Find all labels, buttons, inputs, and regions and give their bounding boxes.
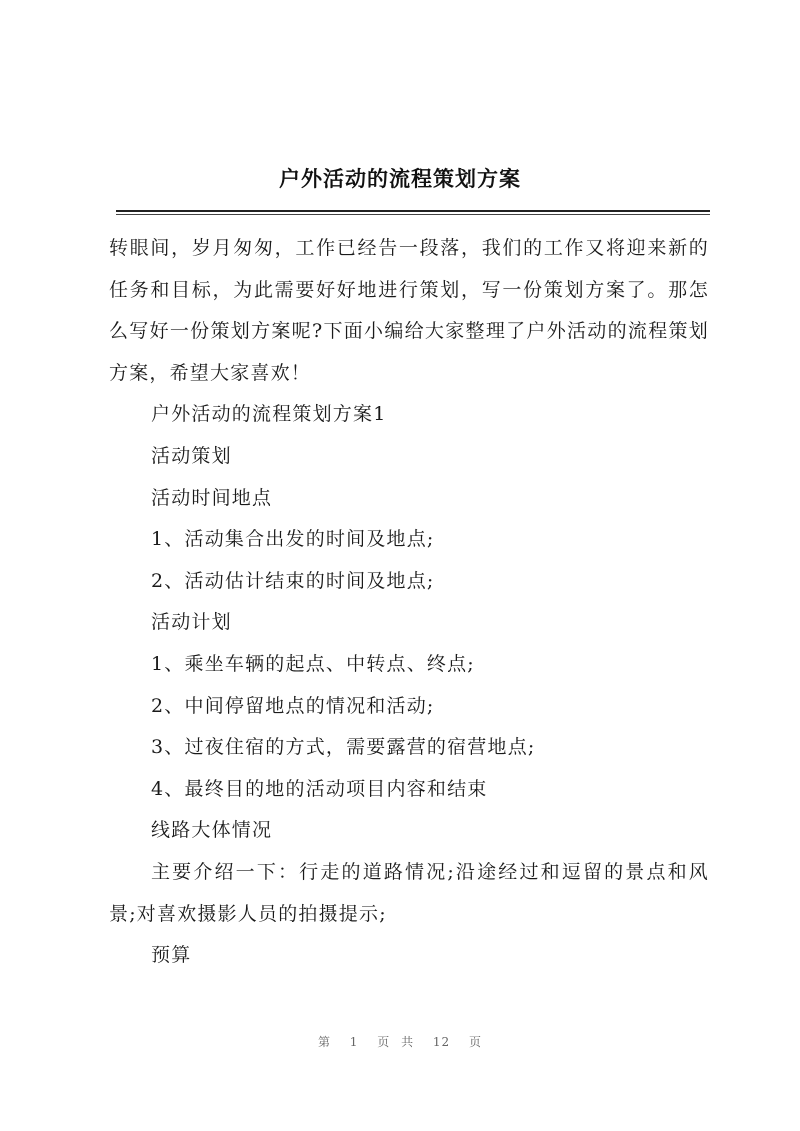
footer-label-total: 页 共 (377, 1035, 415, 1049)
paragraph-heading-budget: 预算 (151, 944, 192, 967)
paragraph-heading-schedule: 活动计划 (151, 611, 232, 634)
paragraph-item: 1、乘坐车辆的起点、中转点、终点; (151, 652, 475, 675)
paragraph-heading-time-place: 活动时间地点 (151, 486, 273, 509)
footer-label-page: 第 (317, 1035, 331, 1049)
document-body (109, 228, 709, 977)
intro-paragraph: 转眼间，岁月匆匆，工作已经告一段落，我们的工作又将迎来新的任务和目标，为此需要好好地进行策划，写一份策划方案了。那怎么写好一份策划方案呢?下面小编给大家整理了户外活动的流程策划方案，希望大家喜欢！ (109, 237, 709, 384)
paragraph-item: 1、活动集合出发的时间及地点; (151, 528, 435, 551)
page-footer (0, 1033, 800, 1050)
footer-total-pages: 12 (432, 1035, 451, 1049)
paragraph-section-title: 户外活动的流程策划方案1 (151, 403, 387, 426)
paragraph-item: 2、活动估计结束的时间及地点; (151, 569, 435, 592)
document-title: 户外活动的流程策划方案 (279, 166, 521, 191)
paragraph-heading-activity-plan: 活动策划 (151, 444, 232, 467)
paragraph-item: 4、最终目的地的活动项目内容和结束 (151, 777, 488, 800)
paragraph-item: 2、中间停留地点的情况和活动; (151, 694, 435, 717)
title-divider-thick (116, 210, 710, 212)
paragraph-route-description: 主要介绍一下：行走的道路情况;沿途经过和逗留的景点和风景;对喜欢摄影人员的拍摄提示; (109, 860, 709, 925)
paragraph-heading-route: 线路大体情况 (151, 819, 273, 842)
title-divider-thin (116, 214, 710, 215)
footer-current-page: 1 (349, 1035, 359, 1049)
paragraph-item: 3、过夜住宿的方式，需要露营的宿营地点; (151, 736, 536, 759)
footer-label-end: 页 (469, 1035, 483, 1049)
